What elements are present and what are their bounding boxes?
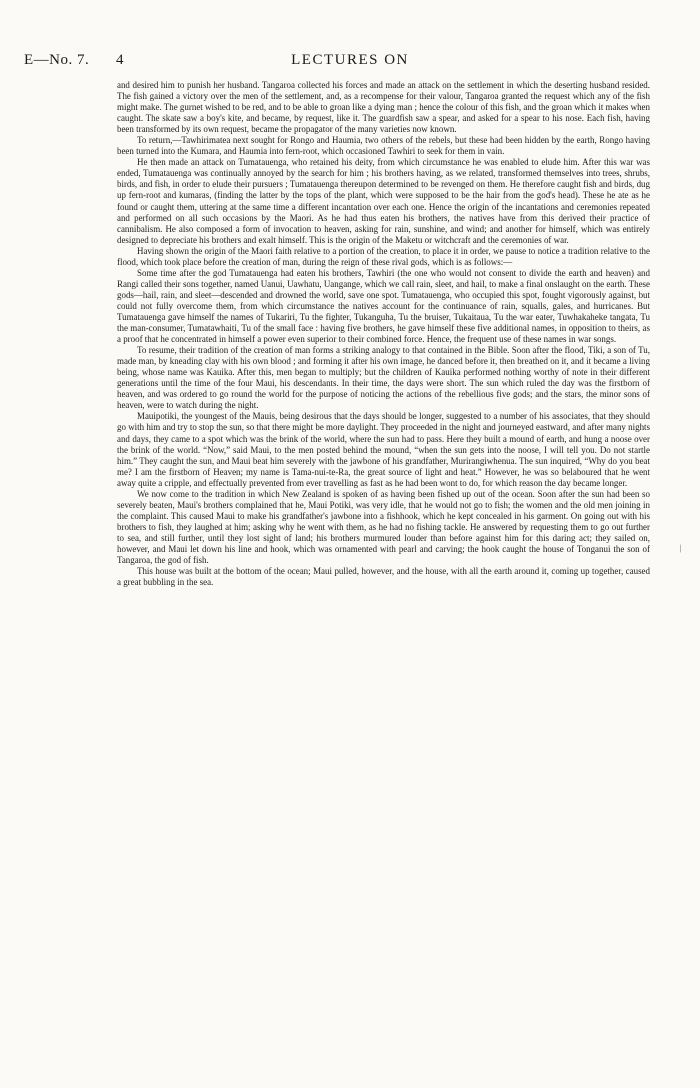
- paragraph: Some time after the god Tumatauenga had eaten his brothers, Tawhiri (the one who would not consent to divide the earth and heaven) and Rangi called their sons together, named Uanui, Uawhatu, Uangange, which we call rain, sleet, and hail, to make a final onslaught on the earth. These gods—hail, rain, and sleet—descended and drowned the world, save one spot. Tumatauenga, who occupied this spot, fought vigorously against, but could not fully overcome them, from which circumstance the natives account for the continuance of rain, squalls, gales, and hurricanes. But Tumatauenga gave himself the names of Tukariri, Tu the fighter, Tukanguha, Tu the bruiser, Tukaitaua, Tu the war eater, Tuwhakaheke tangata, Tu the man-consumer, Tumatawhaiti, Tu of the small face : having five brothers, he gave himself these five additional names, in opposition to theirs, as a proof that he concentrated in himself a power even superior to their combined force. Hence, the frequent use of these names in war songs.: [117, 267, 650, 345]
- document-reference: E—No. 7.: [24, 52, 90, 68]
- margin-mark: /: [677, 542, 685, 556]
- paragraph: Mauipotiki, the youngest of the Mauis, being desirous that the days should be longer, suggested to a number of his associates, that they should go with him and try to stop the sun, so that there might be more daylight. They proceeded in the night and journeyed eastward, and after many nights and days, they came to a spot which was the brink of the world, where the sun had to pass. Here they built a mound of earth, and hung a noose over the brink of the world. “Now,” said Maui, to the men posted behind the mound, “when the sun gets into the noose, I will tell you. Do not startle him.” They caught the sun, and Maui beat him severely with the jawbone of his grandfather, Murirangiwhenua. The sun inquired, “Why do you beat me? I am the firstborn of Heaven; my name is Tama-nui-te-Ra, the great source of light and heat.” However, he was so belaboured that he went away quite a cripple, and effectually prevented from ever travelling as fast as he had been wont to do, for which reason the day became longer.: [117, 411, 650, 488]
- page-number: 4: [116, 52, 124, 68]
- page-header: [0, 52, 700, 72]
- body-text: [117, 80, 650, 588]
- running-title: LECTURES ON: [291, 52, 409, 68]
- paragraph: We now come to the tradition in which New Zealand is spoken of as having been fished up out of the ocean. Soon after the sun had been so severely beaten, Maui's brothers complained that he, Maui Potiki, was very idle, that he would not go to fish; the women and the old men joining in the complaint. This caused Maui to make his grandfather's jawbone into a fishhook, which he kept concealed in his garment. On going out with his brothers to fish, they laughed at him; asking why he went with them, as he had no fishing tackle. He answered by requesting them to go out further to sea, and still further, until they lost sight of land; his brothers murmured louder than before against him for this daring act; they sailed on, however, and Maui let down his line and hook, which was ornamented with pearl and carving; the hook caught the house of Tonganui the son of Tangaroa, the god of fish.: [117, 488, 650, 566]
- paragraph: To return,—Tawhirimatea next sought for Rongo and Haumia, two others of the rebels, but these had been hidden by the earth, Rongo having been turned into the Kumara, and Haumia into fern-root, which occasioned Tawhiri to seek for them in vain.: [117, 135, 650, 157]
- paragraph: To resume, their tradition of the creation of man forms a striking analogy to that contained in the Bible. Soon after the flood, Tiki, a son of Tu, made man, by kneading clay with his own blood ; and forming it after his own image, he danced before it, then breathed on it, and it became a living being, whose name was Kauika. After this, men began to multiply; but the children of Kauika performed nothing worthy of note in their different generations until the time of the four Maui, his descendants. In their time, the days were short. The sun which ruled the day was the firstborn of heaven, and was ordered to go round the world for the purpose of noticing the actions of the rebellious five gods; and the stars, the minor sons of heaven, were to watch during the night.: [117, 345, 650, 411]
- paragraph: and desired him to punish her husband. Tangaroa collected his forces and made an attack on the settlement in which the deserting husband resided. The fish gained a victory over the men of the settlement, and, as a recompense for their valour, Tangaroa granted the request which any of the fish might make. The gurnet wished to be red, and to be able to groan like a dying man ; hence the colour of this fish, and the groan which it makes when caught. The skate saw a boy's kite, and became, by request, like it. The guardfish saw a spear, and asked for a spear to his nose. Each fish, having been transformed by its own request, became the propagator of the many varieties now known.: [117, 80, 650, 135]
- paragraph: Having shown the origin of the Maori faith relative to a portion of the creation, to place it in order, we pause to notice a tradition relative to the flood, which took place before the creation of man, during the reign of these rival gods, which is as follows:—: [117, 245, 650, 267]
- paragraph: This house was built at the bottom of the ocean; Maui pulled, however, and the house, with all the earth around it, coming up together, caused a great bubbling in the sea.: [117, 566, 650, 588]
- paragraph: He then made an attack on Tumatauenga, who retained his deity, from which circumstance he was enabled to elude him. After this war was ended, Tumatauenga was continually annoyed by the search for him ; his brothers having, as we related, transformed themselves into trees, shrubs, birds, and fish, in order to elude their pursuers ; Tumatauenga thereupon determined to be revenged on them. He therefore caught fish and birds, dug up fern-root and kumaras, (finding the latter by the tops of the plant, which were supposed to be the hair from the god's head). These he ate as he found or caught them, uttering at the same time a different incantation over each one. Hence the origin of the incantations and ceremonies repeated and performed on all such occasions by the Maori. As he had thus eaten his brothers, the natives have from this derived their practice of cannibalism. He also composed a form of invocation to heaven, asking for rain, sunshine, and wind; and another for himself, which was entirely designed to depreciate his brothers and exalt himself. This is the origin of the Maketu or witchcraft and the ceremonies of war.: [117, 157, 650, 245]
